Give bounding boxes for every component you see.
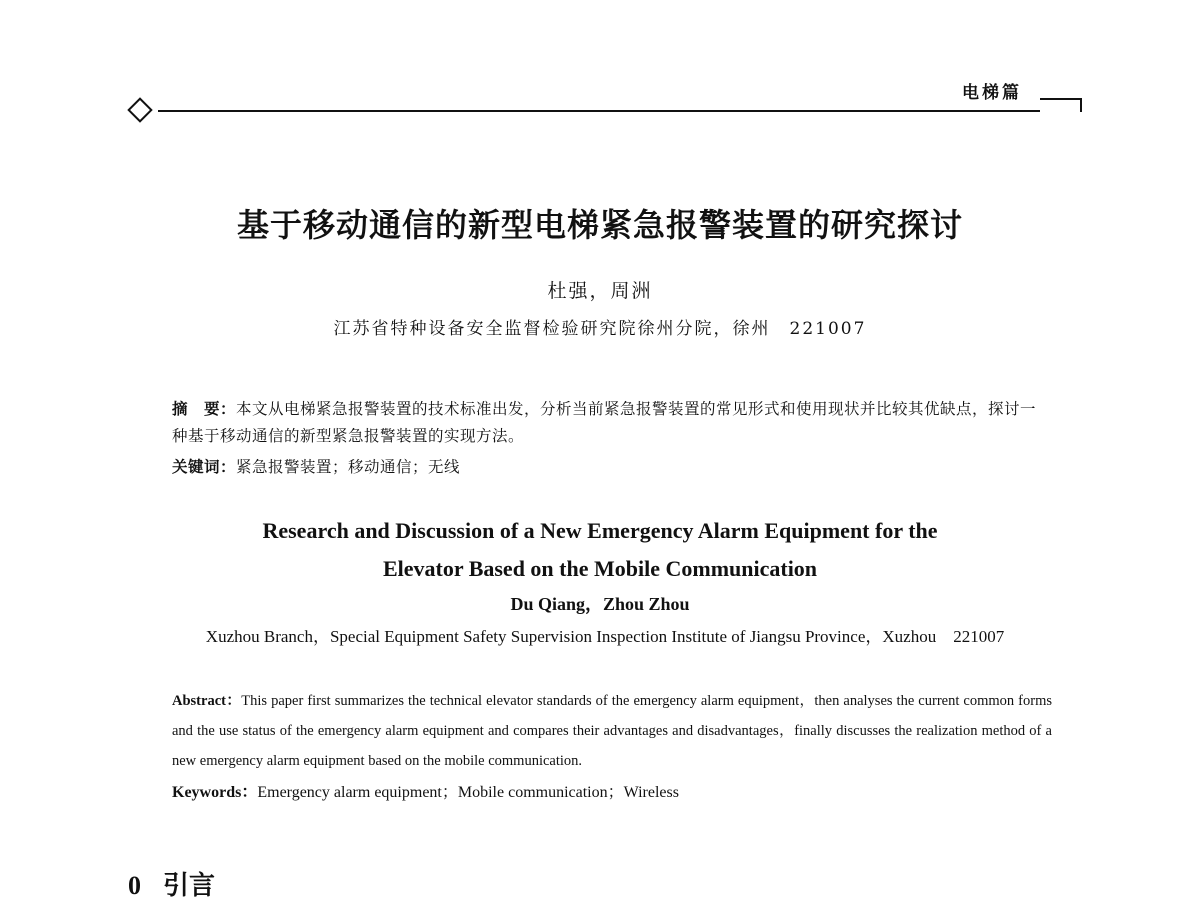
section-title: 引言	[163, 871, 216, 901]
section-heading-intro	[128, 865, 215, 902]
affiliation-cn: 江苏省特种设备安全监督检验研究院徐州分院，徐州 221007	[333, 319, 867, 339]
abstract-cn-label: 摘 要：	[172, 399, 237, 418]
affiliation-en: Xuzhou Branch，Special Equipment Safety Supervision Inspection Institute of Jiangsu Province，Xuzhou 221007	[205, 627, 1005, 646]
paper-title-en	[0, 512, 1200, 588]
paper-title-en-line1: Research and Discussion of a New Emergency Alarm Equipment for the	[262, 518, 938, 543]
abstract-en-text: This paper first summarizes the technical elevator standards of the emergency alarm equipment，then analyses the current common forms and the use status of the emergency alarm equipment and compares their advantages and disadvantages，finally discusses the realization method of a new emergency alarm equipment based on the mobile communication.	[172, 693, 1052, 769]
abstract-cn	[172, 395, 1052, 450]
header-rule-tail	[922, 110, 1040, 112]
abstract-en-label: Abstract：	[172, 693, 242, 709]
section-number: 0	[128, 871, 141, 900]
header-rule	[158, 110, 922, 112]
keywords-cn-label: 关键词：	[172, 457, 237, 476]
header-bracket	[1040, 98, 1082, 112]
abstract-cn-text: 本文从电梯紧急报警装置的技术标准出发，分析当前紧急报警装置的常见形式和使用现状并比较其优缺点，探讨一种基于移动通信的新型紧急报警装置的实现方法。	[172, 400, 1037, 445]
diamond-icon	[127, 97, 152, 122]
section-label: 电梯篇	[962, 83, 1022, 103]
keywords-en-text: Emergency alarm equipment；Mobile communication；Wireless	[257, 784, 679, 801]
keywords-cn-text: 紧急报警装置；移动通信；无线	[236, 458, 461, 476]
authors-cn: 杜强，周洲	[547, 280, 653, 302]
paper-title-en-line2: Elevator Based on the Mobile Communication	[382, 556, 818, 581]
paper-title-cn: 基于移动通信的新型电梯紧急报警装置的研究探讨	[236, 206, 963, 244]
abstract-en	[172, 686, 1052, 776]
keywords-en-label: Keywords：	[172, 784, 258, 801]
keywords-cn	[172, 453, 1052, 481]
keywords-en	[172, 778, 1052, 808]
authors-en: Du Qiang，Zhou Zhou	[510, 594, 690, 614]
